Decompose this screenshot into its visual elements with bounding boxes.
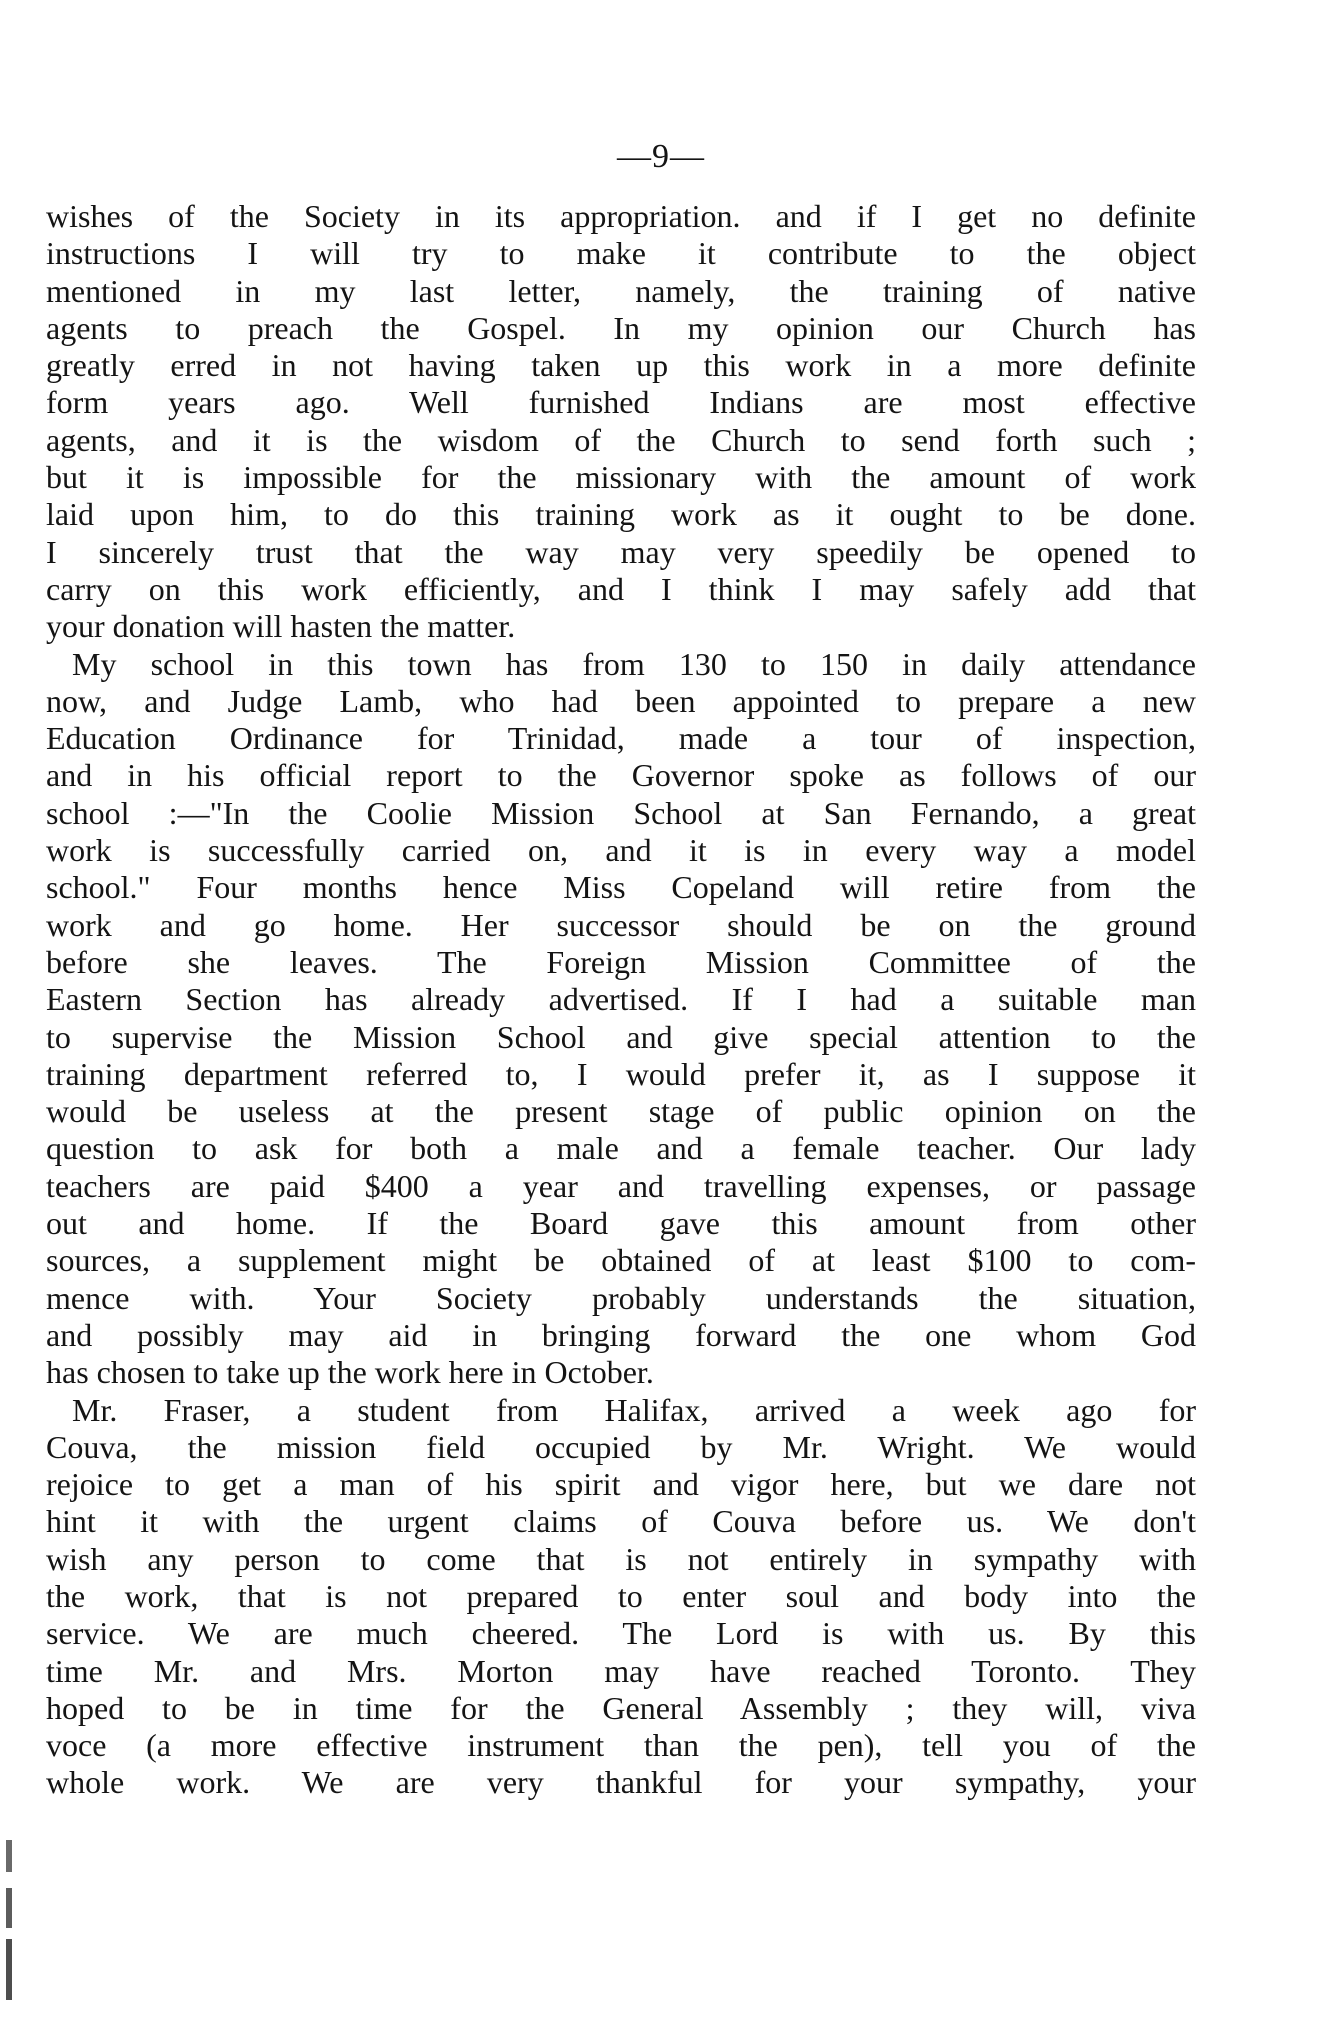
text-line: Education Ordinance for Trinidad, made a tour of inspection, bbox=[46, 720, 1196, 757]
text-line: would be useless at the present stage of public opinion on the bbox=[46, 1093, 1196, 1130]
text-line: question to ask for both a male and a female teacher. Our lady bbox=[46, 1130, 1196, 1167]
text-line: greatly erred in not having taken up this work in a more definite bbox=[46, 347, 1196, 384]
text-line: hoped to be in time for the General Assembly ; they will, viva bbox=[46, 1689, 1196, 1726]
text-line: instructions I will try to make it contribute to the object bbox=[46, 235, 1196, 272]
text-line: agents to preach the Gospel. In my opinion our Church has bbox=[46, 309, 1196, 346]
text-line: now, and Judge Lamb, who had been appointed to prepare a new bbox=[46, 682, 1196, 719]
binding-edge-marks bbox=[6, 1840, 12, 2000]
text-line: carry on this work efficiently, and I think I may safely add that bbox=[46, 570, 1196, 607]
text-line: teachers are paid $400 a year and travelling expenses, or passage bbox=[46, 1167, 1196, 1204]
text-line: and in his official report to the Governor spoke as follows of our bbox=[46, 757, 1196, 794]
text-line: work is successfully carried on, and it is in every way a model bbox=[46, 832, 1196, 869]
text-line: the work, that is not prepared to enter soul and body into the bbox=[46, 1577, 1196, 1614]
text-line: and possibly may aid in bringing forward the one whom God bbox=[46, 1316, 1196, 1353]
text-line: your donation will hasten the matter. bbox=[46, 608, 516, 645]
text-line: Eastern Section has already advertised. If I had a suitable man bbox=[46, 981, 1196, 1018]
text-line: form years ago. Well furnished Indians are most effective bbox=[46, 384, 1196, 421]
text-line: before she leaves. The Foreign Mission Committee of the bbox=[46, 943, 1196, 980]
text-line: hint it with the urgent claims of Couva before us. We don't bbox=[46, 1503, 1196, 1540]
text-line: training department referred to, I would prefer it, as I suppose it bbox=[46, 1055, 1196, 1092]
text-line: time Mr. and Mrs. Morton may have reached Toronto. They bbox=[46, 1652, 1196, 1689]
text-line: to supervise the Mission School and give special attention to the bbox=[46, 1018, 1196, 1055]
text-line: school :—"In the Coolie Mission School at San Fernando, a great bbox=[46, 794, 1196, 831]
page-number: —9— bbox=[617, 138, 705, 175]
text-line: but it is impossible for the missionary with the amount of work bbox=[46, 459, 1196, 496]
text-line: out and home. If the Board gave this amount from other bbox=[46, 1205, 1196, 1242]
text-line: My school in this town has from 130 to 150 in daily attendance bbox=[72, 645, 1196, 682]
text-line: voce (a more effective instrument than the pen), tell you of the bbox=[46, 1727, 1196, 1764]
text-line: wish any person to come that is not entirely in sympathy with bbox=[46, 1540, 1196, 1577]
text-line: agents, and it is the wisdom of the Church to send forth such ; bbox=[46, 421, 1196, 458]
text-line: Mr. Fraser, a student from Halifax, arrived a week ago for bbox=[72, 1391, 1196, 1428]
text-line: has chosen to take up the work here in October. bbox=[46, 1354, 654, 1391]
text-line: school." Four months hence Miss Copeland will retire from the bbox=[46, 869, 1196, 906]
text-line: mentioned in my last letter, namely, the training of native bbox=[46, 272, 1196, 309]
text-line: wishes of the Society in its appropriation. and if I get no definite bbox=[46, 198, 1196, 234]
text-line: Couva, the mission field occupied by Mr. Wright. We would bbox=[46, 1428, 1196, 1465]
text-line: service. We are much cheered. The Lord is with us. By this bbox=[46, 1615, 1196, 1652]
text-line: laid upon him, to do this training work as it ought to be done. bbox=[46, 496, 1196, 533]
text-line: sources, a supplement might be obtained of at least $100 to com- bbox=[46, 1242, 1196, 1279]
text-line: mence with. Your Society probably understands the situation, bbox=[46, 1279, 1196, 1316]
text-line: work and go home. Her successor should be on the ground bbox=[46, 906, 1196, 943]
text-line: I sincerely trust that the way may very speedily be opened to bbox=[46, 533, 1196, 570]
text-line: rejoice to get a man of his spirit and vigor here, but we dare not bbox=[46, 1466, 1196, 1503]
text-line: whole work. We are very thankful for your sympathy, your bbox=[46, 1764, 1196, 1801]
letter-body bbox=[46, 198, 1196, 1802]
